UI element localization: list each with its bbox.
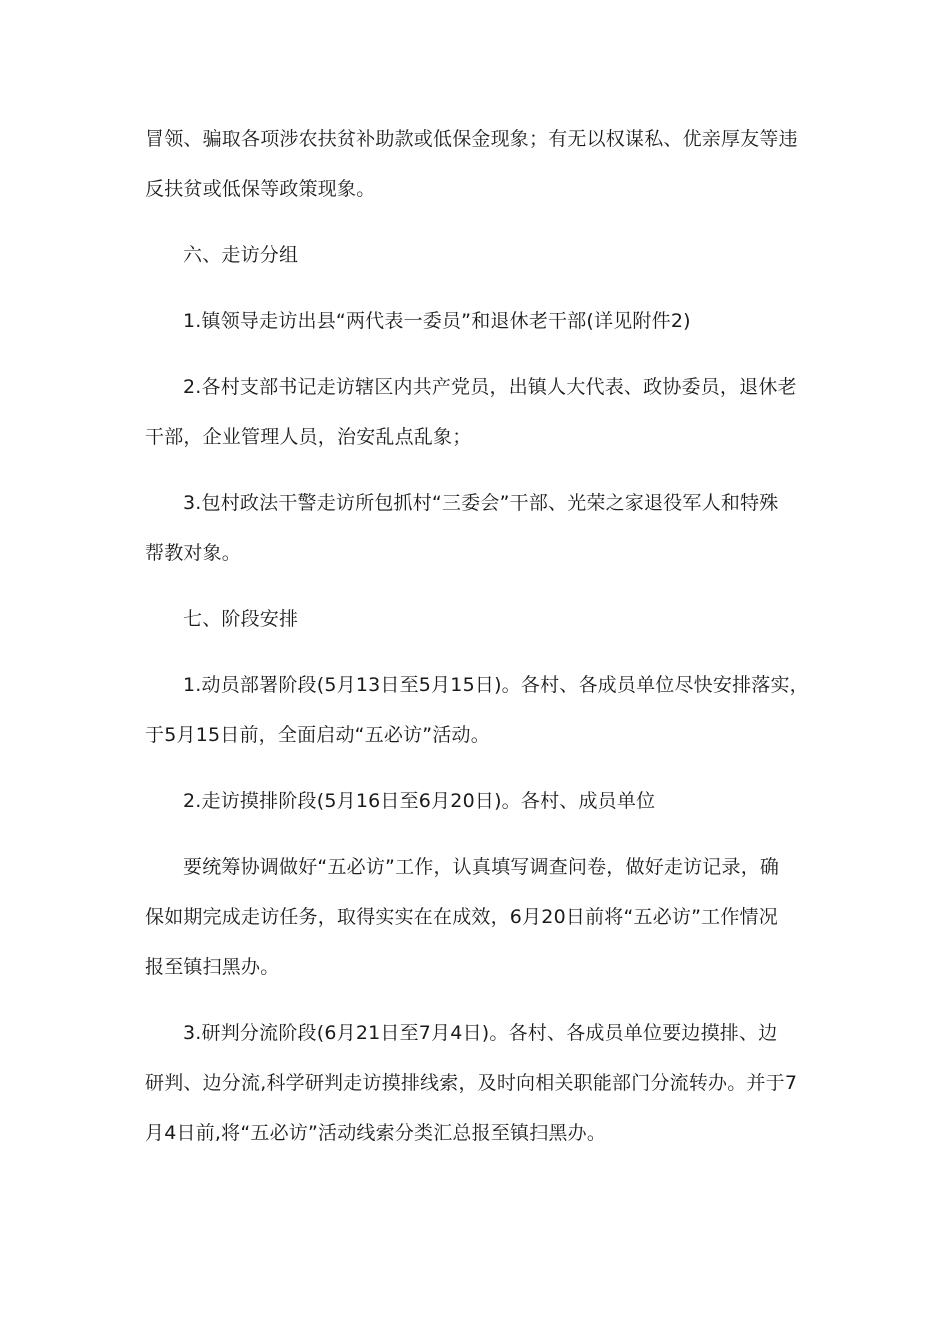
- text-line: 冒领、骗取各项涉农扶贫补助款或低保金现象；有无以权谋私、优亲厚友等违: [145, 128, 798, 150]
- text-line: 3.研判分流阶段(6月21日至7月4日)。各村、各成员单位要边摸排、边: [183, 1022, 778, 1044]
- text-line: 3.包村政法干警走访所包抓村“三委会”干部、光荣之家退役军人和特殊: [183, 492, 779, 514]
- text-line: 要统筹协调做好“五必访”工作，认真填写调查问卷，做好走访记录，确: [183, 856, 780, 878]
- text-line: 1.动员部署阶段(5月13日至5月15日)。各村、各成员单位尽快安排落实，: [183, 674, 809, 696]
- section-heading: 六、走访分组: [183, 244, 299, 266]
- text-line: 报至镇扫黑办。: [145, 956, 280, 978]
- text-line: 反扶贫或低保等政策现象。: [145, 178, 376, 200]
- text-line: 保如期完成走访任务，取得实实在在成效，6月20日前将“五必访”工作情况: [145, 906, 778, 928]
- text-line: 2.各村支部书记走访辖区内共产党员，出镇人大代表、政协委员，退休老: [183, 376, 797, 398]
- text-line: 干部，企业管理人员，治安乱点乱象；: [145, 426, 472, 448]
- text-line: 研判、边分流,科学研判走访摸排线索，及时向相关职能部门分流转办。并于7: [145, 1072, 798, 1094]
- section-heading: 七、阶段安排: [183, 608, 299, 630]
- text-line: 月4日前,将“五必访”活动线索分类汇总报至镇扫黑办。: [145, 1122, 607, 1144]
- text-line: 2.走访摸排阶段(5月16日至6月20日)。各村、成员单位: [183, 790, 656, 812]
- text-line: 1.镇领导走访出县“两代表一委员”和退休老干部(详见附件2): [183, 310, 691, 332]
- text-line: 于5月15日前，全面启动“五必访”活动。: [145, 724, 490, 746]
- text-line: 帮教对象。: [145, 542, 242, 564]
